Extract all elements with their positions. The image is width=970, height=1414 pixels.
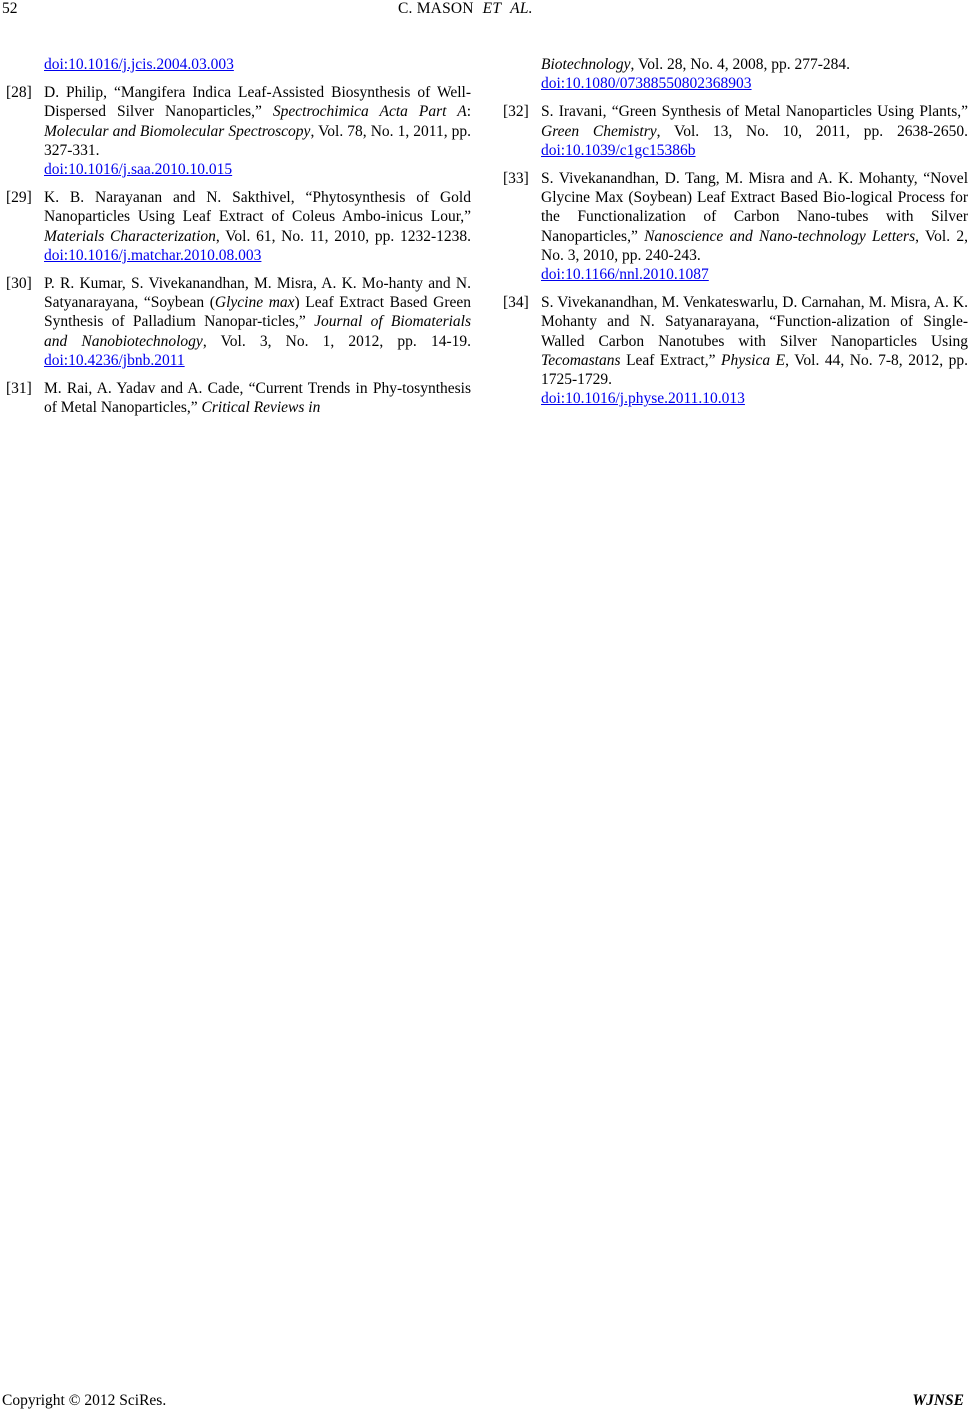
reference-text: D. Philip, “Mangifera Indica Leaf-Assisted Biosynthesis of Well-Dispersed Silver Nanoparticles,” Spectrochimica Acta Part A: Molecular and Biomolecular Spectroscopy, Vol. 78, No. 1, 2011, pp. 327-331. [44, 84, 471, 159]
reference-number: [31] [6, 380, 32, 398]
doi-link[interactable]: doi:10.1016/j.jcis.2004.03.003 [44, 56, 234, 73]
reference-number: [33] [503, 170, 529, 188]
reference-33 [503, 169, 968, 284]
doi-link[interactable]: doi:10.1039/c1gc15386b [541, 141, 696, 159]
reference-number: [29] [6, 189, 32, 207]
left-column [6, 55, 471, 426]
doi-link[interactable]: doi:10.1166/nnl.2010.1087 [541, 266, 709, 284]
doi-link[interactable]: doi:10.4236/jbnb.2011 [44, 351, 185, 369]
reference-text: M. Rai, A. Yadav and A. Cade, “Current Trends in Phy-tosynthesis of Metal Nanoparticles,” Critical Reviews in [44, 380, 471, 417]
reference-number: [34] [503, 294, 529, 312]
reference-32 [503, 102, 968, 160]
reference-text: P. R. Kumar, S. Vivekanandhan, M. Misra, A. K. Mo-hanty and N. Satyanarayana, “Soybean (Glycine max) Leaf Extract Based Green Synthesis of Palladium Nanopar-ticles,” Journal of Biomaterials and Nanobiotechnology, Vol. 3, No. 1, 2012, pp. 14-19. doi:10.4236/jbnb.2011 [44, 275, 472, 369]
doi-link[interactable]: doi:10.1080/07388550802368903 [541, 75, 752, 93]
doi-link[interactable]: doi:10.1016/j.saa.2010.10.015 [44, 161, 233, 179]
reference-continuation [503, 55, 968, 93]
reference-number: [28] [6, 84, 32, 102]
doi-link[interactable]: doi:10.1016/j.matchar.2010.08.003 [44, 246, 262, 264]
running-header-author: C. MASON [398, 0, 474, 17]
reference-continuation [6, 55, 471, 74]
reference-text: S. Vivekanandhan, M. Venkateswarlu, D. Carnahan, M. Misra, A. K. Mohanty and N. Satyanarayana, “Function-alization of Single-Walled Carbon Nanotubes with Silver Nanoparticles Using Tecomastans Leaf Extract,” Physica E, Vol. 44, No. 7-8, 2012, pp. 1725-1729. [541, 294, 968, 389]
reference-31 [6, 379, 471, 417]
reference-30 [6, 274, 471, 370]
journal-abbreviation: WJNSE [912, 1392, 964, 1409]
doi-link[interactable]: doi:10.1016/j.physe.2011.10.013 [541, 390, 745, 408]
reference-28 [6, 83, 471, 179]
reference-34 [503, 293, 968, 408]
reference-text: K. B. Narayanan and N. Sakthivel, “Phytosynthesis of Gold Nanoparticles Using Leaf Extract of Coleus Ambo-inicus Lour,” Materials Characterization, Vol. 61, No. 11, 2010, pp. 1232-1238. doi:10.1016/j.matchar.2010.08.003 [44, 189, 471, 264]
running-header-et: ET [482, 0, 502, 17]
running-header-al: AL. [510, 0, 533, 17]
running-header [398, 0, 533, 18]
reference-text: S. Vivekanandhan, D. Tang, M. Misra and A. K. Mohanty, “Novel Glycine Max (Soybean) Leaf Extract Based Bio-logical Process for the Functionalization of Carbon Nano-tubes with Silver Nanoparticles,” Nanoscience and Nano-technology Letters, Vol. 2, No. 3, 2010, pp. 240-243. [541, 170, 968, 264]
reference-29 [6, 188, 471, 265]
reference-text: S. Iravani, “Green Synthesis of Metal Nanoparticles Using Plants,” Green Chemistry, Vol. 13, No. 10, 2011, pp. 2638-2650. doi:10.1039/c1gc15386b [541, 103, 968, 159]
right-column [503, 55, 968, 417]
reference-number: [32] [503, 103, 529, 121]
reference-number: [30] [6, 275, 32, 293]
page-number: 52 [2, 0, 18, 17]
copyright-notice: Copyright © 2012 SciRes. [2, 1392, 167, 1409]
reference-text: Biotechnology, Vol. 28, No. 4, 2008, pp. 277-284. [541, 56, 850, 73]
